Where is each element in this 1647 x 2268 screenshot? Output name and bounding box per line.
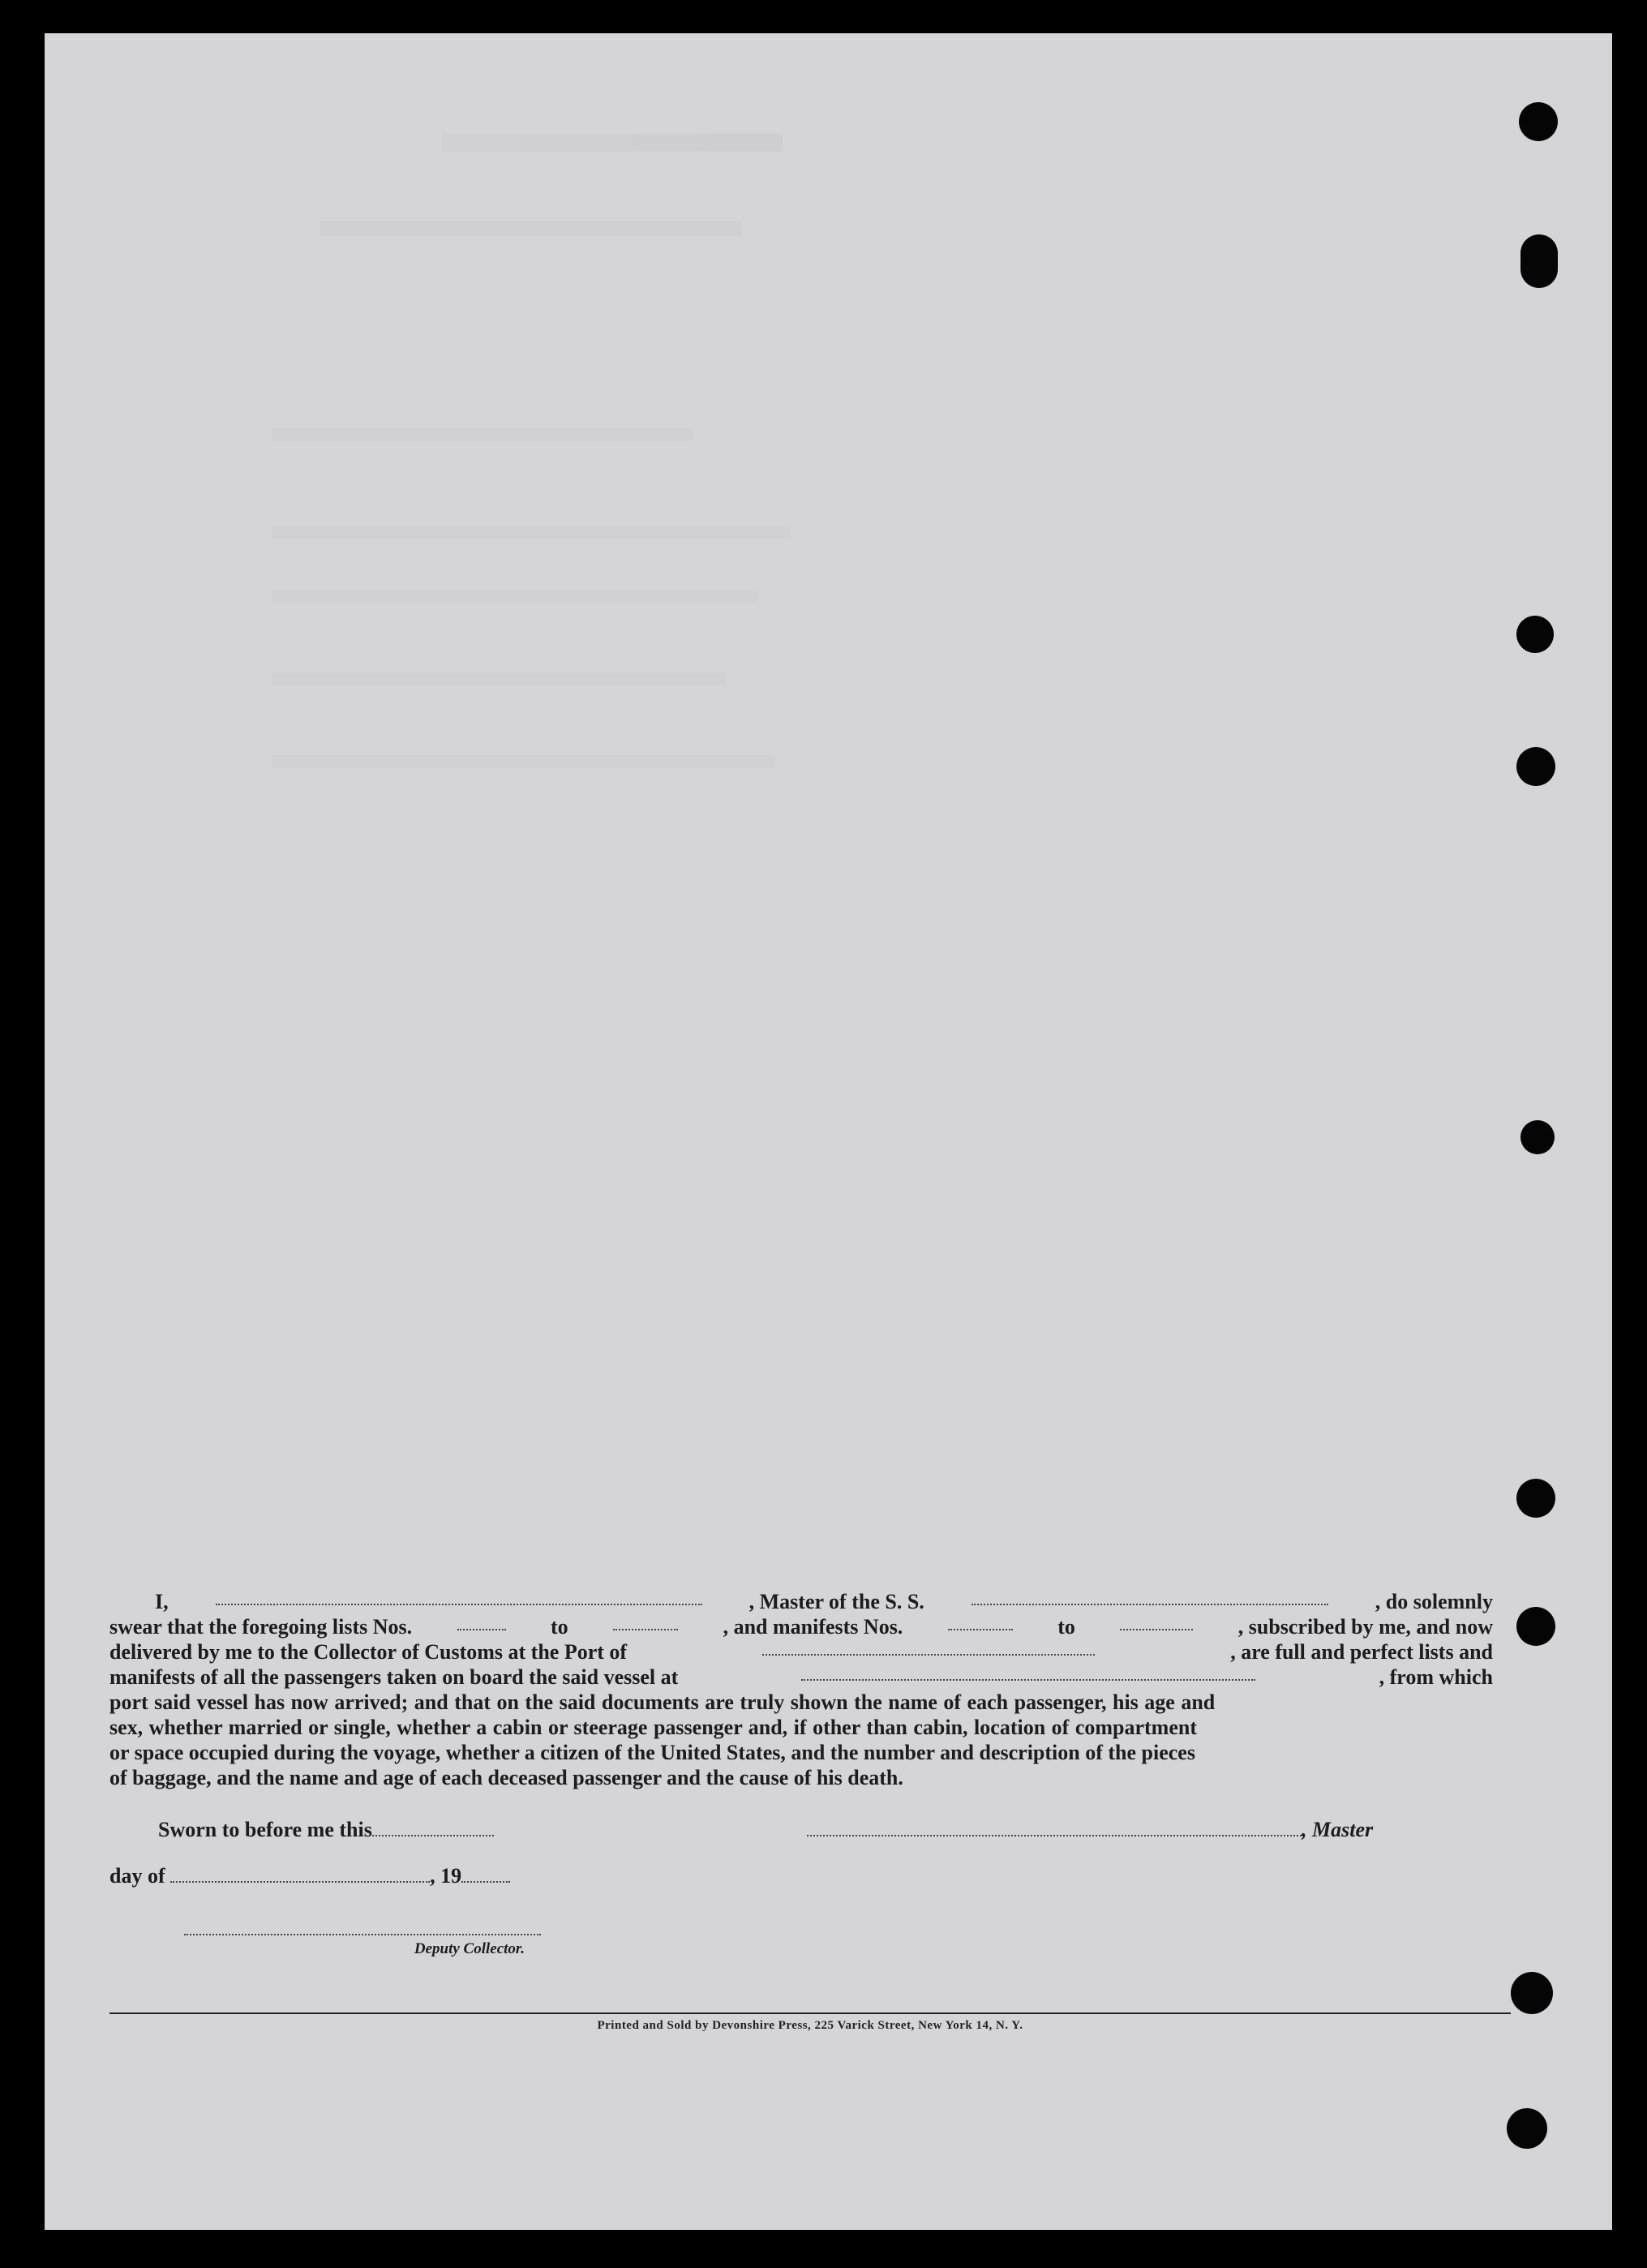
- deputy-collector-label: Deputy Collector.: [414, 1940, 525, 1957]
- punch-hole: [1516, 616, 1554, 653]
- punch-hole: [1520, 1120, 1555, 1154]
- departure-port-field[interactable]: [801, 1664, 1255, 1681]
- to-label: to: [551, 1615, 568, 1639]
- sworn-day-field[interactable]: [372, 1820, 494, 1836]
- year-label: , 19: [430, 1864, 462, 1888]
- master-signature-block: [807, 1818, 1373, 1842]
- punch-hole: [1511, 1972, 1553, 2014]
- sworn-label-block: [158, 1818, 494, 1842]
- full-lists-label: , are full and perfect lists and: [1230, 1640, 1493, 1664]
- year-field[interactable]: [461, 1866, 510, 1883]
- lists-from-field[interactable]: [457, 1614, 506, 1630]
- oath-line: [109, 1715, 1493, 1740]
- ship-name-field[interactable]: [971, 1589, 1328, 1605]
- oath-text: or space occupied during the voyage, whether a citizen of the United States, and the number and description of the pieces: [109, 1741, 1195, 1764]
- punch-hole: [1507, 2108, 1547, 2149]
- oath-text: of baggage, and the name and age of each deceased passenger and the cause of his death.: [109, 1766, 903, 1789]
- printer-imprint: Printed and Sold by Devonshire Press, 225 Varick Street, New York 14, N. Y.: [597, 2019, 1023, 2032]
- oath-line: [109, 1765, 1493, 1790]
- master-of-label: , Master of the S. S.: [748, 1590, 924, 1613]
- oath-line: [109, 1639, 1493, 1664]
- from-which-label: , from which: [1379, 1665, 1493, 1689]
- sworn-label: Sworn to before me this: [158, 1818, 372, 1841]
- manifests-label: , and manifests Nos.: [723, 1615, 903, 1639]
- oath-line: [109, 1690, 1493, 1715]
- masters-oath: [109, 1589, 1493, 1790]
- date-block: [109, 1864, 510, 1888]
- manifests-to-field[interactable]: [1120, 1614, 1193, 1630]
- form-page: [45, 33, 1612, 2230]
- day-of-label: day of: [109, 1864, 165, 1888]
- oath-i: I,: [155, 1590, 169, 1613]
- bleed-through-block: [272, 382, 839, 642]
- punch-hole: [1520, 234, 1558, 288]
- month-field[interactable]: [170, 1866, 430, 1883]
- punch-hole: [1516, 1607, 1555, 1646]
- punch-hole: [1516, 1479, 1555, 1518]
- bleed-through-text: [320, 97, 807, 194]
- oath-line: [109, 1740, 1493, 1765]
- lists-to-field[interactable]: [613, 1614, 678, 1630]
- delivered-label: delivered by me to the Collector of Customs at the Port of: [109, 1640, 628, 1664]
- solemnly-label: , do solemnly: [1375, 1590, 1493, 1613]
- taken-on-board-label: manifests of all the passengers taken on board the said vessel at: [109, 1665, 679, 1689]
- lists-label: swear that the foregoing lists Nos.: [109, 1615, 413, 1639]
- punch-hole: [1519, 102, 1558, 141]
- oath-line: [109, 1664, 1493, 1690]
- punch-hole: [1516, 747, 1555, 786]
- master-signature-field[interactable]: [807, 1820, 1302, 1836]
- master-label: , Master: [1302, 1818, 1374, 1841]
- subscribed-label: , subscribed by me, and now: [1237, 1615, 1493, 1639]
- oath-line: [109, 1614, 1493, 1639]
- to-label: to: [1057, 1615, 1075, 1639]
- oath-text: port said vessel has now arrived; and that on the said documents are truly shown the name of each passenger, his age and: [109, 1690, 1216, 1714]
- footer-rule: [109, 2012, 1511, 2014]
- deputy-block: [184, 1919, 541, 1958]
- oath-text: sex, whether married or single, whether a cabin or steerage passenger and, if other than cabin, location of compartment: [109, 1716, 1197, 1739]
- master-name-field[interactable]: [216, 1589, 702, 1605]
- port-field[interactable]: [762, 1639, 1095, 1656]
- deputy-signature-field[interactable]: [184, 1919, 541, 1935]
- manifests-from-field[interactable]: [948, 1614, 1013, 1630]
- oath-line: [109, 1589, 1493, 1614]
